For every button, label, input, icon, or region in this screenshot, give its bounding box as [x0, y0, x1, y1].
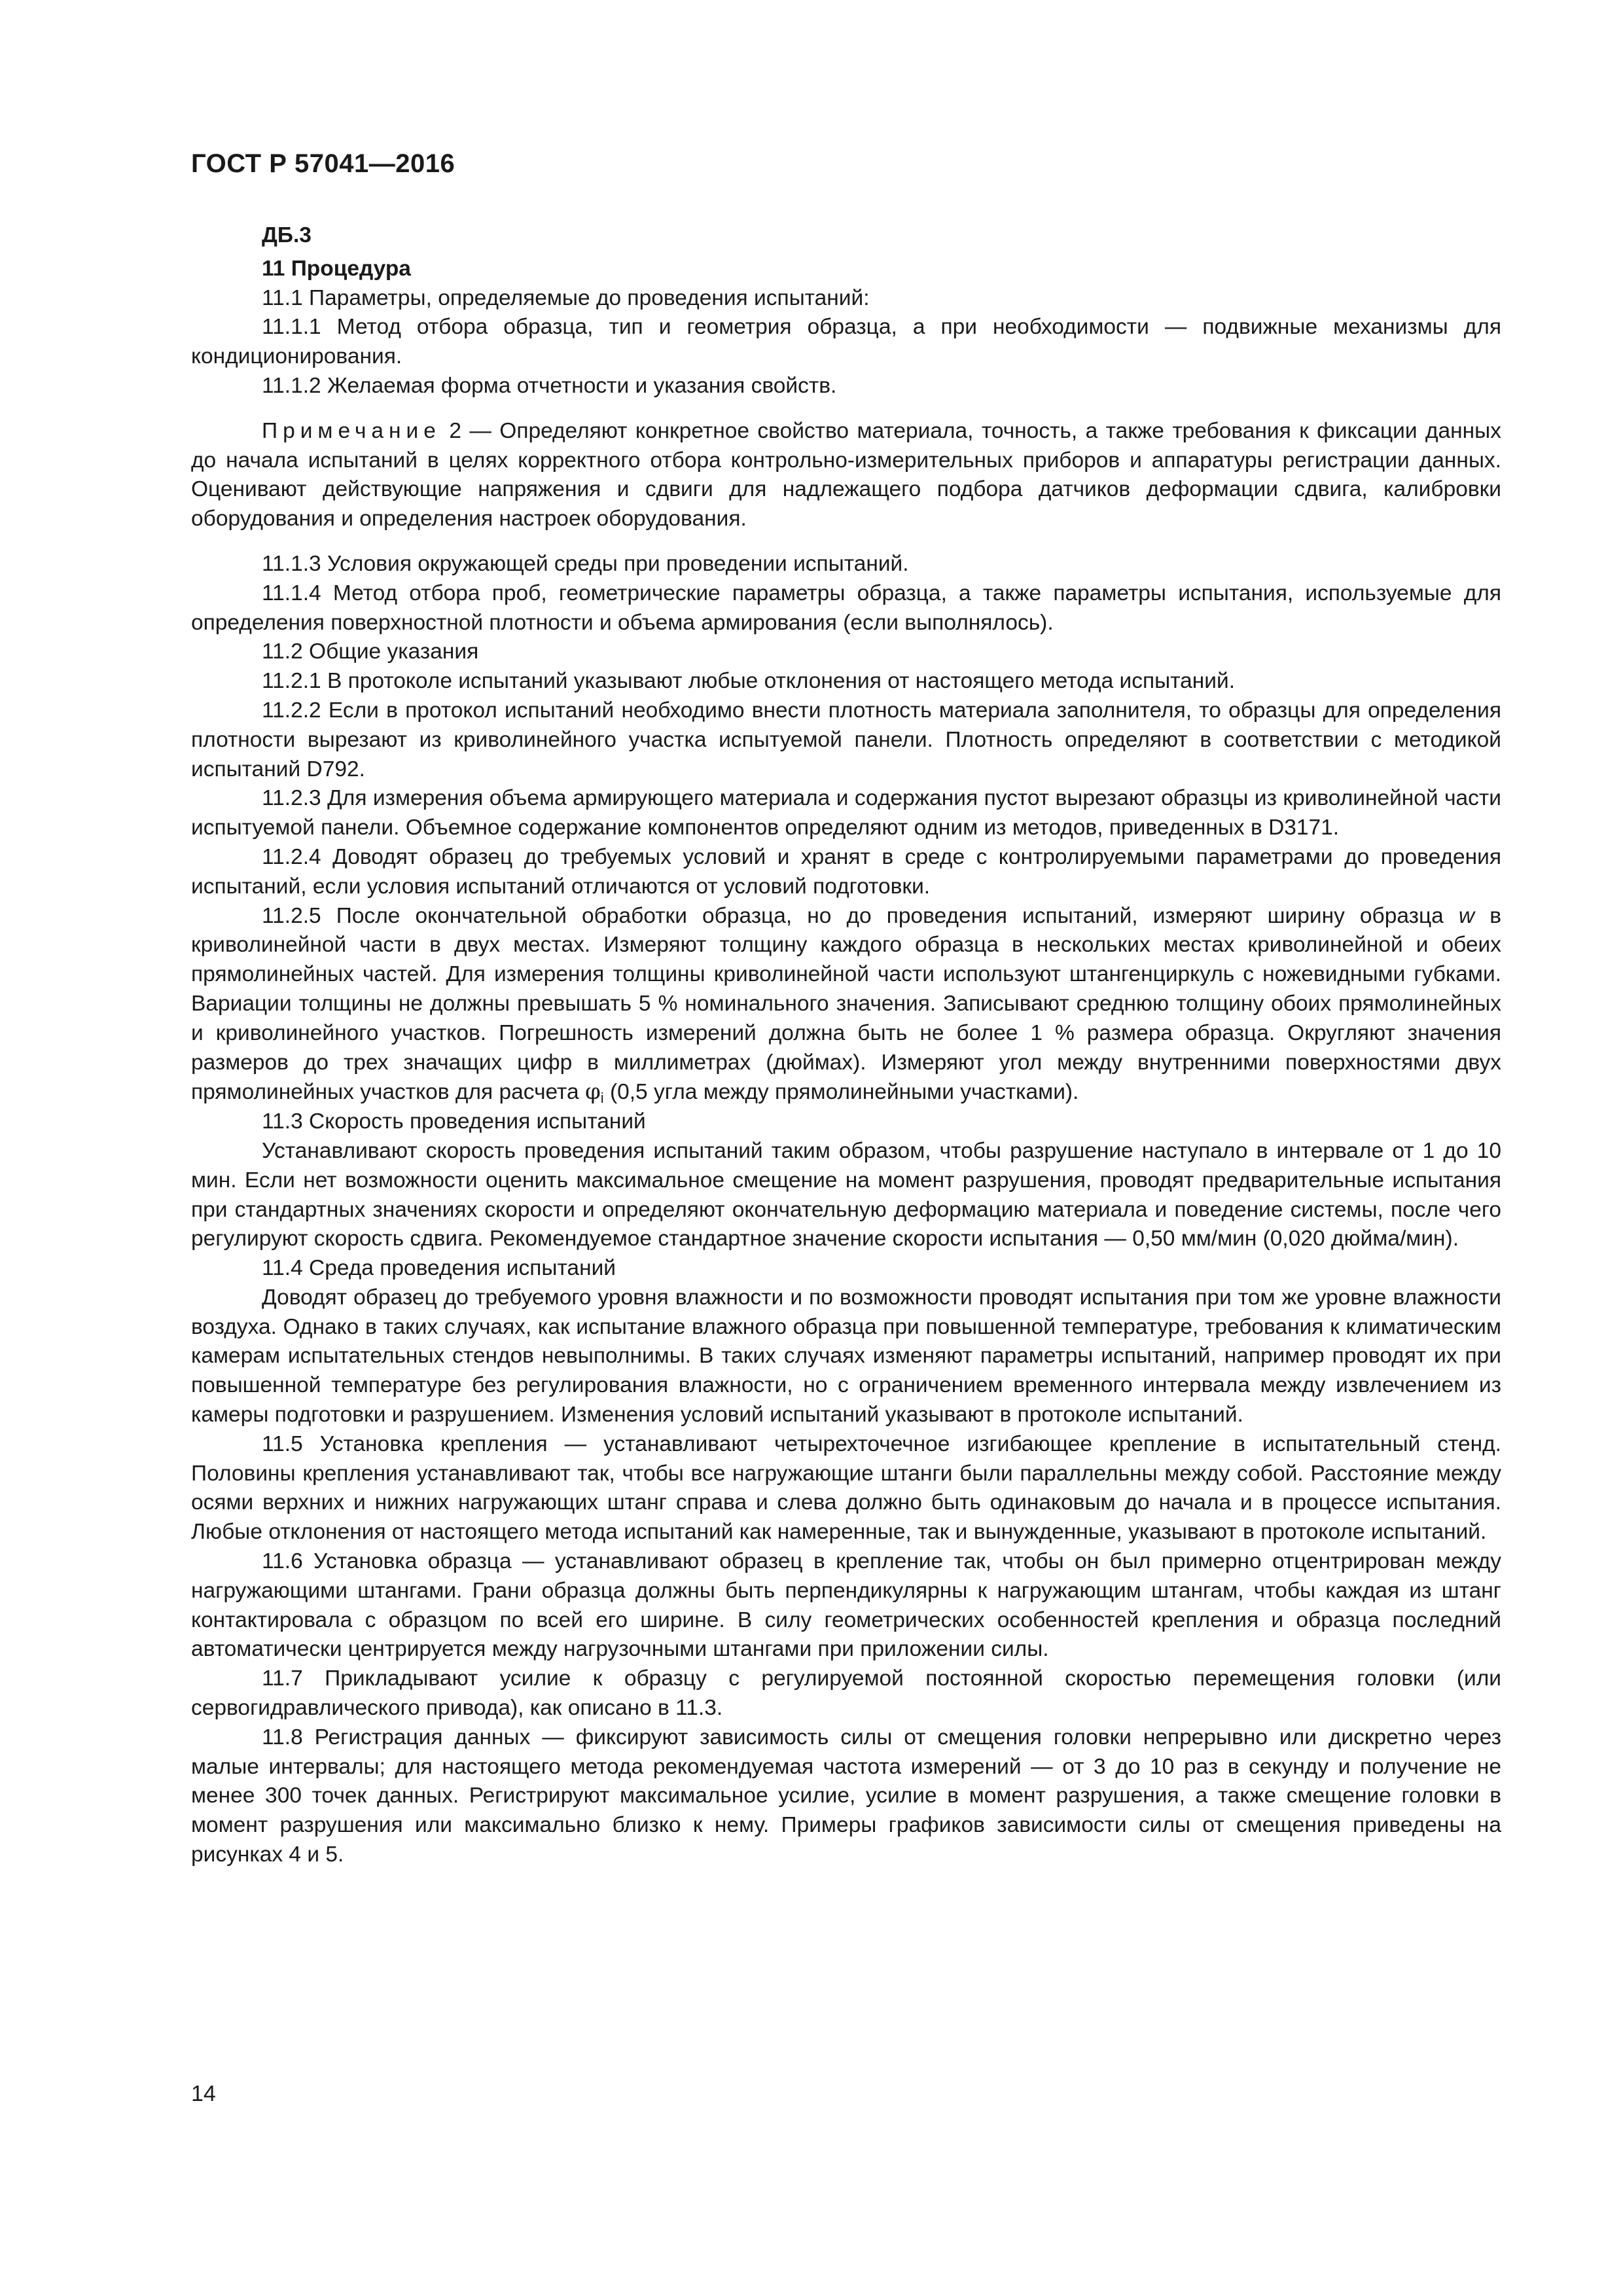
paragraph-11-2-5	[191, 902, 1501, 1108]
paragraph-11-2-3: 11.2.3 Для измерения объема армирующего материала и содержания пустот вырезают образцы из криволинейной части испытуемой панели. Объемное содержание компонентов определяют одним из методов, приведенных в D3171.	[191, 786, 1501, 840]
paragraph-11-2-1: 11.2.1 В протоколе испытаний указывают любые отклонения от настоящего метода испытаний.	[262, 669, 1236, 694]
page-number: 14	[191, 2081, 216, 2106]
note-label: Примечание	[262, 418, 441, 443]
paragraph-11-1-2: 11.1.2 Желаемая форма отчетности и указания свойств.	[262, 373, 837, 398]
appendix-label: ДБ.3	[262, 223, 312, 247]
paragraph-11-2-5-part-c: (0,5 угла между прямолинейными участками).	[603, 1080, 1079, 1105]
paragraph-11-2: 11.2 Общие указания	[262, 639, 479, 664]
note-2	[191, 417, 1501, 534]
paragraph-11-2-5-part-a: 11.2.5 После окончательной обработки образца, но до проведения испытаний, измеряют ширину образца	[262, 903, 1459, 928]
phi-symbol: φ	[584, 1079, 601, 1105]
paragraph-11-8: 11.8 Регистрация данных — фиксируют зависимость силы от смещения головки непрерывно или дискретно через малые интервалы; для настоящего метода рекомендуемая частота измерений — от 3 до 10 раз в секунду и получение не менее 300 точек данных. Регистрируют максимальное усилие, усилие в момент разрушения, а также смещение головки в момент разрушения или максимально близко к нему. Примеры графиков зависимости силы от смещения приведены на рисунках 4 и 5.	[191, 1725, 1501, 1867]
paragraph-11-4-body: Доводят образец до требуемого уровня влажности и по возможности проводят испытания при том же уровне влажности воздуха. Однако в таких случаях, как испытание влажного образца при повышенной температуре, требования к климатическим камерам испытательных стендов невыполнимы. В таких случаях изменяют параметры испытаний, например проводят их при повышенной температуре без регулирования влажности, но с ограничением временного интервала между извлечением из камеры подготовки и разрушением. Изменения условий испытаний указывают в протоколе испытаний.	[191, 1285, 1501, 1427]
paragraph-11-2-5-part-b: в криволинейной части в двух местах. Измеряют толщину каждого образца в нескольких местах криволинейной и обеих прямолинейных частей. Для измерения толщины криволинейной части используют штангенциркуль с ножевидными губками. Вариации толщины не должны превышать 5 % номинального значения. Записывают среднюю толщину обоих прямолинейных и криволинейного участков. Погрешность измерений должна быть не более 1 % размера образца. Округляют значения размеров до трех значащих цифр в миллиметрах (дюймах). Измеряют угол между внутренними поверхностями двух прямолинейных участков для расчета	[191, 903, 1501, 1105]
section-title: 11 Процедура	[262, 256, 411, 281]
paragraph-11-2-2: 11.2.2 Если в протокол испытаний необходимо внести плотность материала заполнителя, то образцы для определения плотности вырезают из криволинейного участка испытуемой панели. Плотность определяют в соответствии с методикой испытаний D792.	[191, 698, 1501, 781]
paragraph-11-1-1: 11.1.1 Метод отбора образца, тип и геометрия образца, а при необходимости — подвижные механизмы для кондиционирования.	[191, 315, 1501, 369]
width-symbol: w	[1458, 903, 1475, 928]
document-header: ГОСТ Р 57041—2016	[191, 149, 455, 178]
paragraph-11-1-3: 11.1.3 Условия окружающей среды при проведении испытаний.	[262, 551, 909, 576]
paragraph-11-5: 11.5 Установка крепления — устанавливают четырехточечное изгибающее крепление в испытательный стенд. Половины крепления устанавливают так, чтобы все нагружающие штанги были параллельны между собой. Расстояние между осями верхних и нижних нагружающих штанг справа и слева должно быть одинаковым до начала и в процессе испытания. Любые отклонения от настоящего метода испытаний как намеренные, так и вынужденные, указывают в протоколе испытаний.	[191, 1431, 1501, 1545]
paragraph-11-3: 11.3 Скорость проведения испытаний	[262, 1109, 646, 1134]
paragraph-11-1: 11.1 Параметры, определяемые до проведения испытаний:	[262, 285, 870, 310]
paragraph-11-1-4: 11.1.4 Метод отбора проб, геометрические параметры образца, а также параметры испытания, используемые для определения поверхностной плотности и объема армирования (если выполнялось).	[191, 581, 1501, 635]
paragraph-11-4: 11.4 Среда проведения испытаний	[262, 1256, 616, 1281]
paragraph-11-7: 11.7 Прикладывают усилие к образцу с регулируемой постоянной скоростью перемещения головки (или сервогидравлического привода), как описано в 11.3.	[191, 1666, 1501, 1721]
note-text: 2 — Определяют конкретное свойство материала, точность, а также требования к фиксации данных до начала испытаний в целях корректного отбора контрольно-измерительных приборов и аппаратуры регистрации данных. Оценивают действующие напряжения и сдвиги для надлежащего подбора датчиков деформации сдвига, калибровки оборудования и определения настроек оборудования.	[191, 418, 1501, 531]
paragraph-11-3-body: Устанавливают скорость проведения испытаний таким образом, чтобы разрушение наступало в интервале от 1 до 10 мин. Если нет возможности оценить максимальное смещение на момент разрушения, проводят предварительные испытания при стандартных значениях скорости и определяют окончательную деформацию материала и поведение системы, после чего регулируют скорость сдвига. Рекомендуемое стандартное значение скорости испытания — 0,50 мм/мин (0,020 дюйма/мин).	[191, 1138, 1501, 1251]
paragraph-11-6: 11.6 Установка образца — устанавливают образец в крепление так, чтобы он был примерно отцентрирован между нагружающими штангами. Грани образца должны быть перпендикулярны к нагружающим штангам, чтобы каждая из штанг контактировала с образцом по всей его ширине. В силу геометрических особенностей крепления и образца последний автоматически центрируется между нагрузочными штангами при приложении силы.	[191, 1549, 1501, 1662]
document-body	[191, 221, 1501, 1870]
paragraph-11-2-4: 11.2.4 Доводят образец до требуемых условий и хранят в среде с контролируемыми параметрами до проведения испытаний, если условия испытаний отличаются от условий подготовки.	[191, 844, 1501, 899]
phi-subscript: i	[600, 1090, 604, 1107]
